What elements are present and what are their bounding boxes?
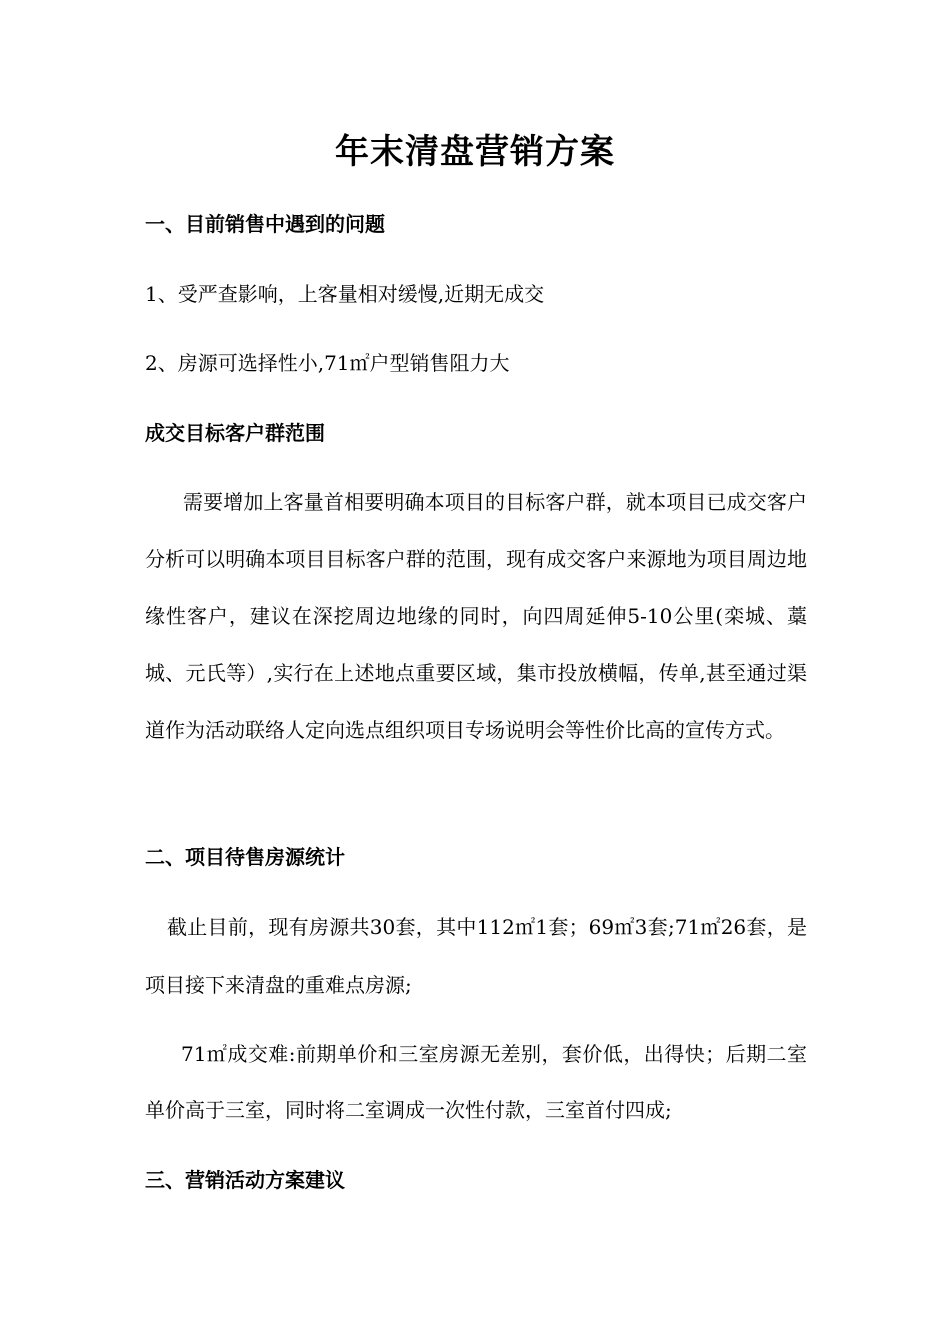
problem-item-1: 1、受严查影响，上客量相对缓慢,近期无成交 — [145, 282, 545, 306]
document-title: 年末清盘营销方案 — [335, 132, 615, 172]
target-customers-paragraph: 需要增加上客量首相要明确本项目的目标客户群，就本项目已成交客户分析可以明确本项目目标客户群的范围，现有成交客户来源地为项目周边地缘性客户，建议在深挖周边地缘的同时，向四周延伸5-10公里(栾城、藁城、元氏等）,实行在上述地点重要区域，集市投放横幅，传单,甚至通过渠道作为活动联络人定向选点组织项目专场说明会等性价比高的宣传方式。 — [145, 490, 807, 742]
section-heading-current-problems: 一、目前销售中遇到的问题 — [145, 212, 385, 236]
section-heading-marketing-proposal: 三、营销活动方案建议 — [145, 1168, 345, 1192]
problem-item-2: 2、房源可选择性小,71㎡户型销售阻力大 — [145, 351, 510, 375]
subsection-heading-target-customers: 成交目标客户群范围 — [145, 421, 325, 445]
section-heading-inventory-stats: 二、项目待售房源统计 — [145, 845, 345, 869]
inventory-paragraph-1: 截止目前，现有房源共30套，其中112㎡1套；69㎡3套;71㎡26套，是项目接下来清盘的重难点房源; — [145, 915, 807, 997]
inventory-paragraph-2: 71㎡成交难:前期单价和三室房源无差别，套价低，出得快；后期二室单价高于三室，同时将二室调成一次性付款，三室首付四成; — [145, 1042, 807, 1122]
